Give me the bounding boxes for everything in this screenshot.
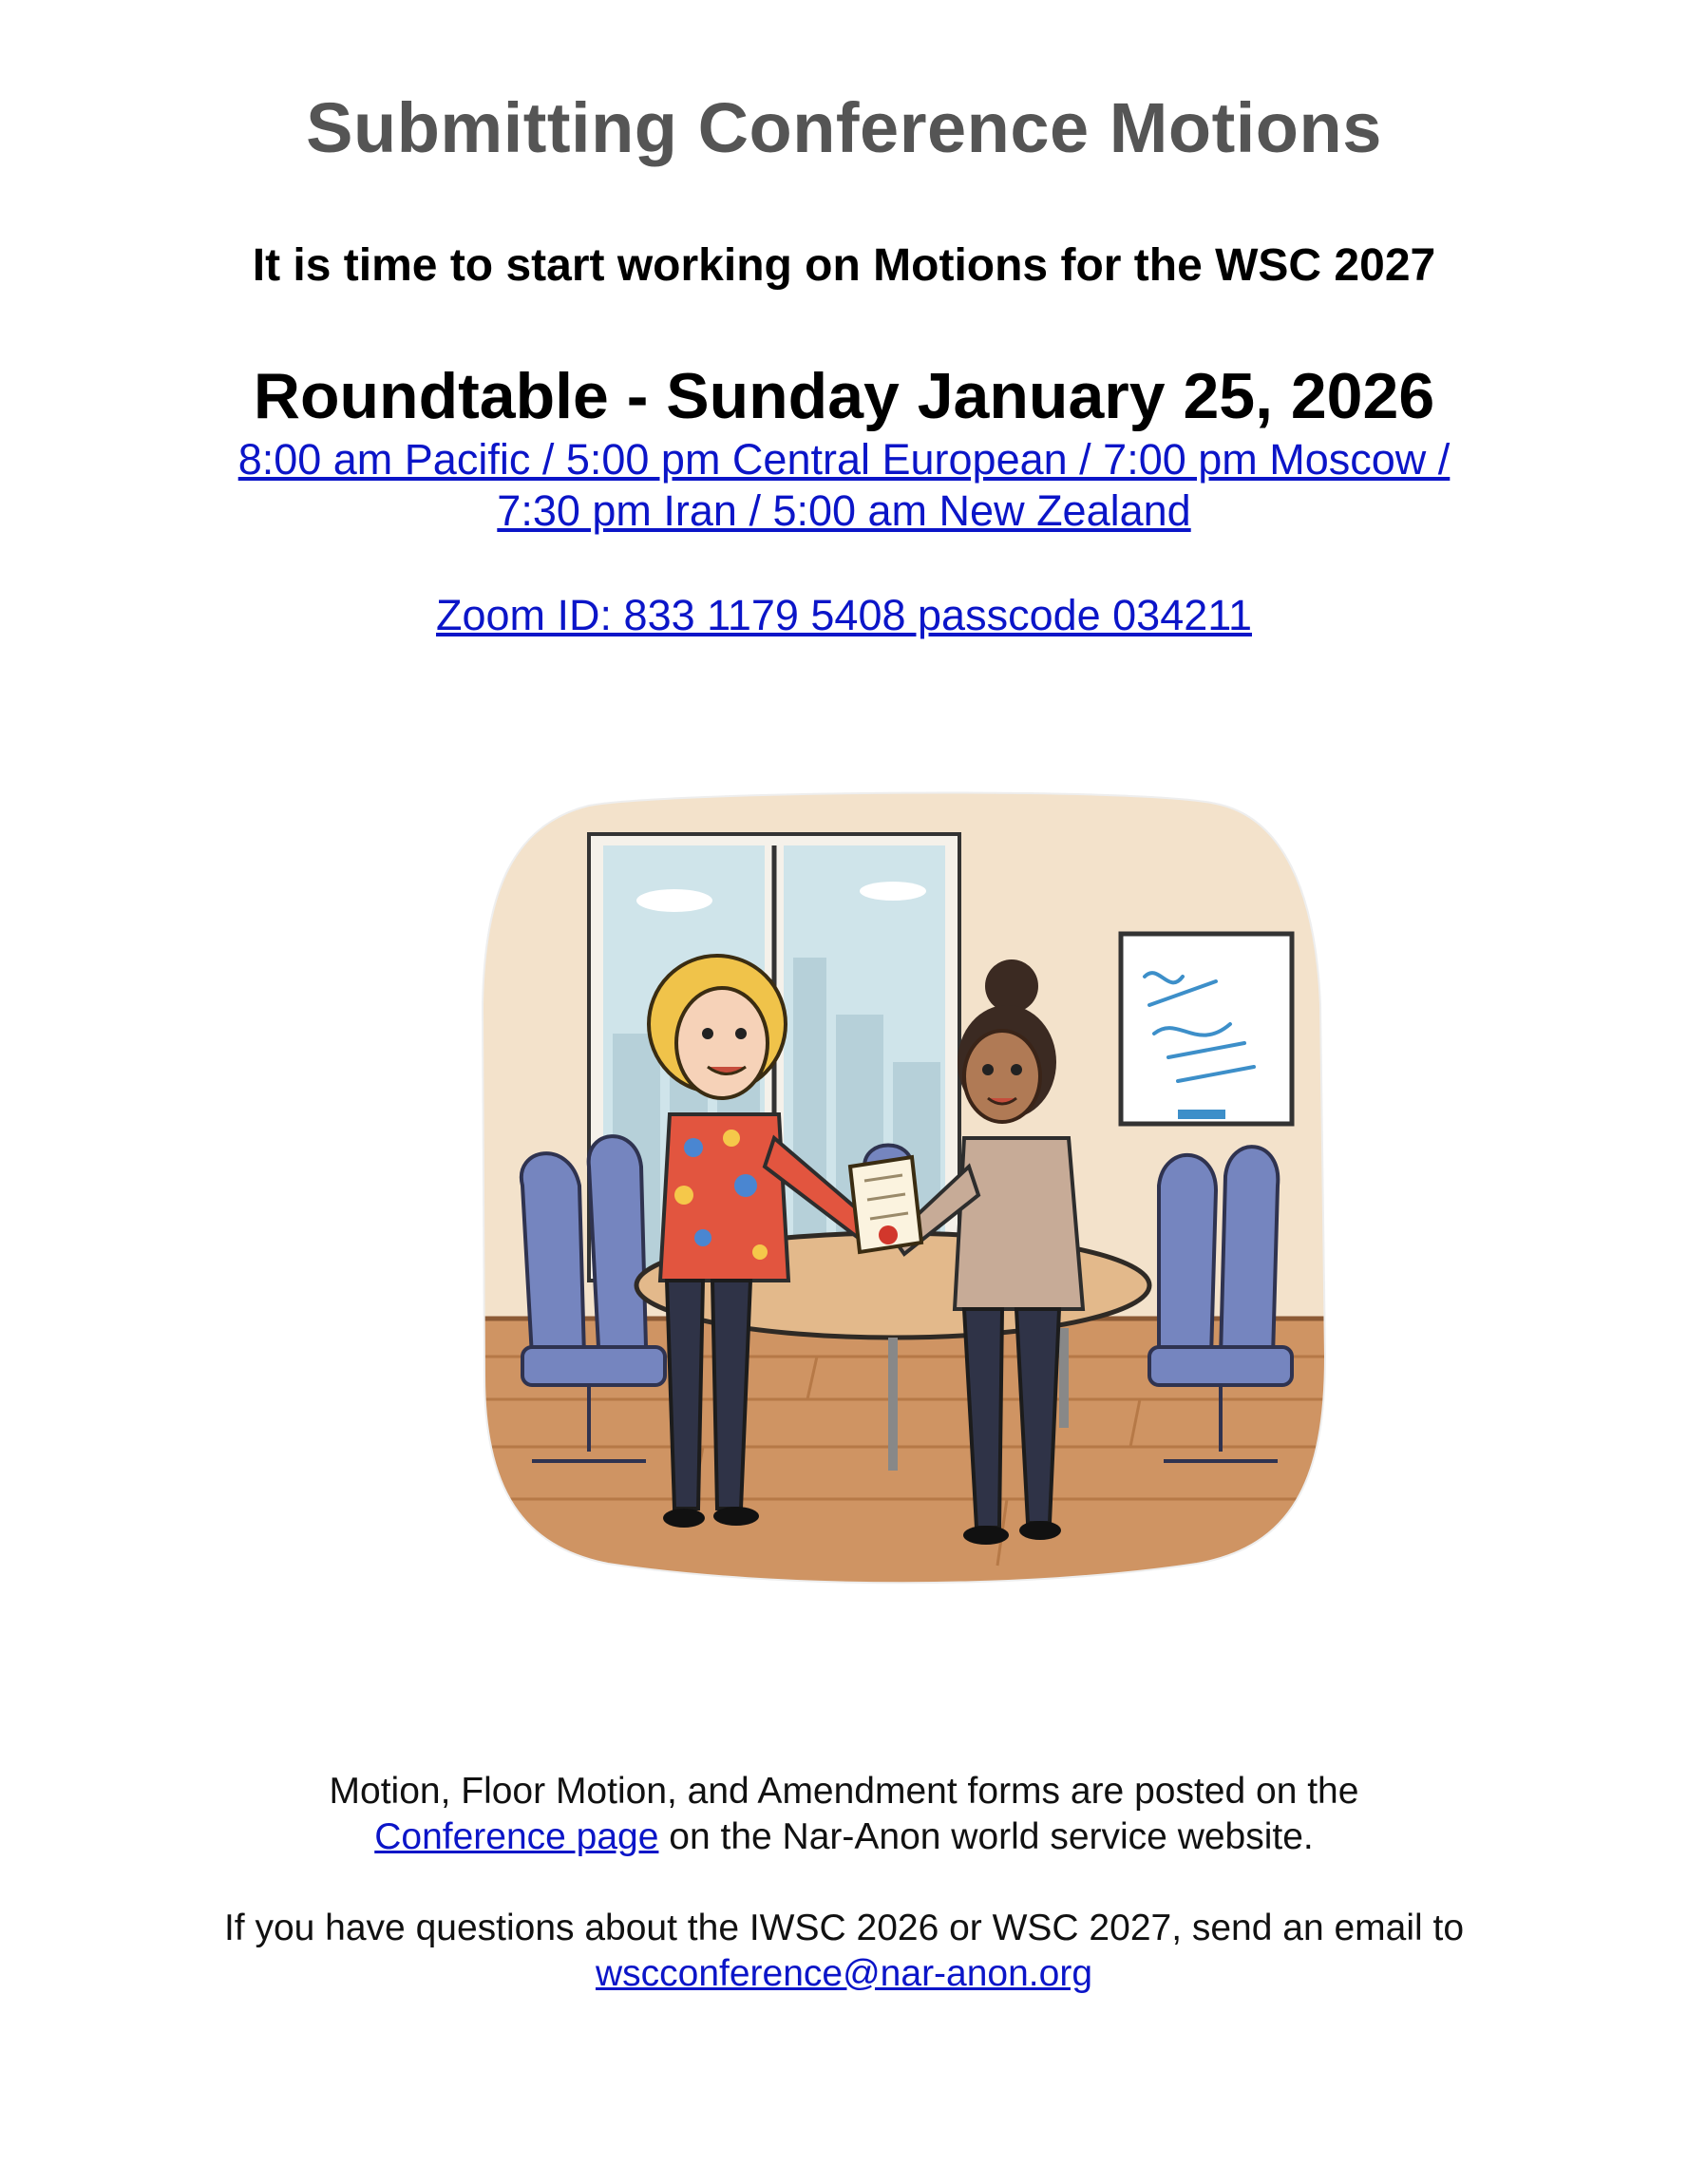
conference-page-link[interactable]: Conference page [374,1816,659,1857]
zoom-line [0,591,1688,640]
zoom-link[interactable]: Zoom ID: 833 1179 5408 passcode 034211 [436,591,1252,639]
scroll-document [850,1157,921,1252]
subtitle: It is time to start working on Motions for the WSC 2027 [252,240,1436,291]
times-link-2[interactable]: 7:30 pm Iran / 5:00 am New Zealand [497,486,1191,535]
times-link-1[interactable]: 8:00 am Pacific / 5:00 pm Central European / 7:00 pm Moscow / [237,435,1451,484]
times-line-2 [0,486,1688,536]
contact-line-1: If you have questions about the IWSC 2026 or WSC 2027, send an email to [223,1908,1465,1948]
email-link[interactable]: wscconference@nar-anon.org [595,1953,1093,1994]
page-title: Submitting Conference Motions [306,88,1382,167]
times-line-1 [0,435,1688,484]
forms-line-2-rest: on the Nar-Anon world service website. [658,1816,1314,1857]
event-heading: Roundtable - Sunday January 25, 2026 [253,360,1435,432]
contact-line-2 [0,1953,1688,1995]
forms-line-1: Motion, Floor Motion, and Amendment forms are posted on the [329,1771,1359,1812]
meeting-illustration [418,692,1387,1661]
whiteboard [1121,934,1292,1124]
forms-line-2 [0,1816,1688,1858]
room-scene [418,692,1387,1661]
